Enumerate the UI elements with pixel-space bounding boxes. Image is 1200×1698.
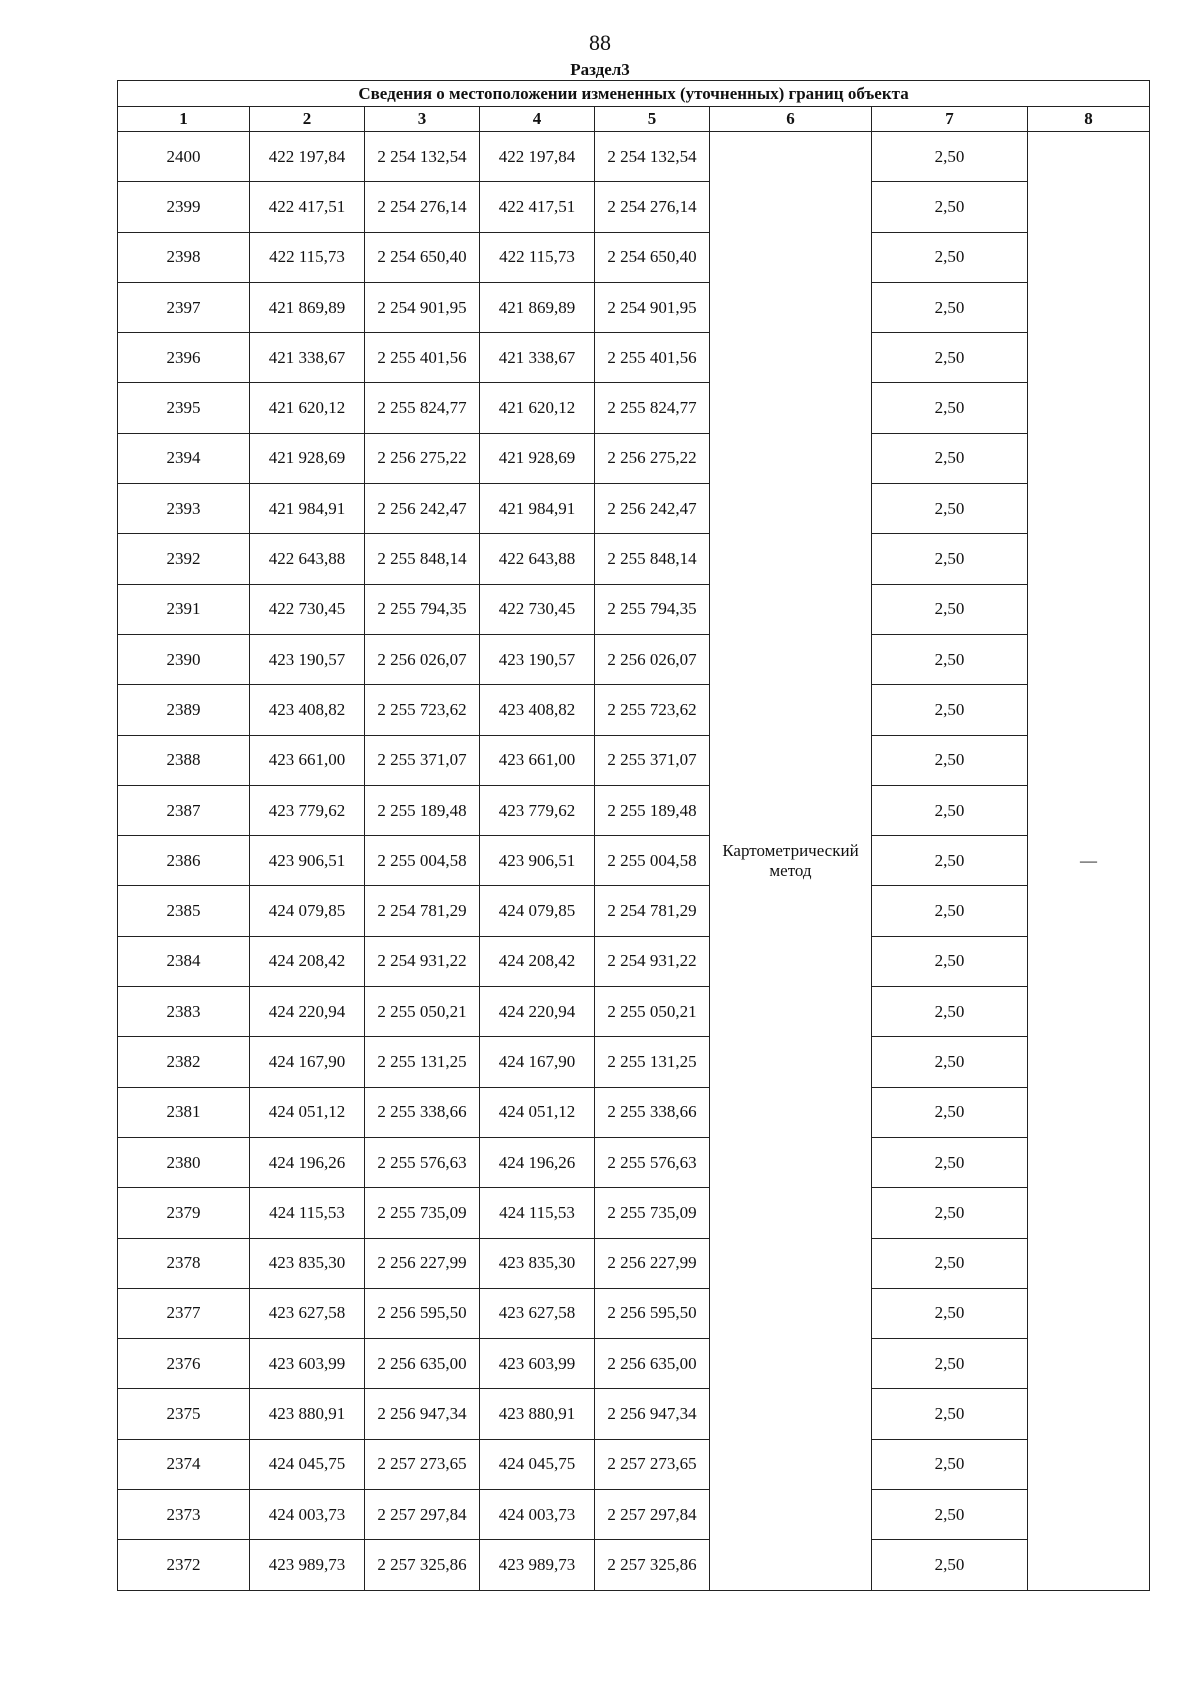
y-coordinate-cell: 2 256 635,00 [365,1339,480,1389]
x-coordinate-cell: 424 051,12 [250,1087,365,1137]
x-coordinate-cell: 422 115,73 [480,232,595,282]
x-coordinate-cell: 422 115,73 [250,232,365,282]
accuracy-cell: 2,50 [872,282,1028,332]
accuracy-cell: 2,50 [872,1339,1028,1389]
x-coordinate-cell: 422 643,88 [250,534,365,584]
point-number-cell: 2393 [118,484,250,534]
table-body [118,132,1150,1591]
accuracy-cell: 2,50 [872,333,1028,383]
x-coordinate-cell: 421 984,91 [480,484,595,534]
x-coordinate-cell: 424 045,75 [250,1439,365,1489]
column-number-header: 5 [595,107,710,132]
table-row [118,333,1150,383]
x-coordinate-cell: 424 079,85 [480,886,595,936]
accuracy-cell: 2,50 [872,182,1028,232]
x-coordinate-cell: 423 880,91 [480,1389,595,1439]
x-coordinate-cell: 423 880,91 [250,1389,365,1439]
x-coordinate-cell: 423 627,58 [480,1288,595,1338]
y-coordinate-cell: 2 254 650,40 [595,232,710,282]
x-coordinate-cell: 423 906,51 [250,836,365,886]
table-row [118,132,1150,182]
point-number-cell: 2381 [118,1087,250,1137]
y-coordinate-cell: 2 256 227,99 [595,1238,710,1288]
accuracy-cell: 2,50 [872,1490,1028,1540]
y-coordinate-cell: 2 255 050,21 [595,987,710,1037]
accuracy-cell: 2,50 [872,886,1028,936]
y-coordinate-cell: 2 256 947,34 [365,1389,480,1439]
table-row [118,1389,1150,1439]
x-coordinate-cell: 422 197,84 [480,132,595,182]
table-row [118,1037,1150,1087]
y-coordinate-cell: 2 255 848,14 [365,534,480,584]
column-number-header: 6 [710,107,872,132]
accuracy-cell: 2,50 [872,232,1028,282]
table-row [118,685,1150,735]
y-coordinate-cell: 2 255 794,35 [595,584,710,634]
boundary-coordinates-table [117,80,1150,1591]
accuracy-cell: 2,50 [872,534,1028,584]
x-coordinate-cell: 423 906,51 [480,836,595,886]
x-coordinate-cell: 422 730,45 [480,584,595,634]
column-number-header: 8 [1028,107,1150,132]
x-coordinate-cell: 424 208,42 [250,936,365,986]
x-coordinate-cell: 423 661,00 [250,735,365,785]
accuracy-cell: 2,50 [872,1037,1028,1087]
y-coordinate-cell: 2 254 931,22 [365,936,480,986]
y-coordinate-cell: 2 255 189,48 [365,785,480,835]
x-coordinate-cell: 421 869,89 [480,282,595,332]
x-coordinate-cell: 424 220,94 [480,987,595,1037]
table-row [118,232,1150,282]
table-row [118,182,1150,232]
x-coordinate-cell: 423 190,57 [250,634,365,684]
x-coordinate-cell: 424 196,26 [250,1137,365,1187]
accuracy-cell: 2,50 [872,1188,1028,1238]
point-number-cell: 2391 [118,584,250,634]
y-coordinate-cell: 2 255 004,58 [365,836,480,886]
table-row [118,1540,1150,1590]
y-coordinate-cell: 2 256 947,34 [595,1389,710,1439]
point-number-cell: 2396 [118,333,250,383]
point-number-cell: 2394 [118,433,250,483]
x-coordinate-cell: 421 338,67 [250,333,365,383]
y-coordinate-cell: 2 255 401,56 [595,333,710,383]
x-coordinate-cell: 423 408,82 [480,685,595,735]
accuracy-cell: 2,50 [872,1137,1028,1187]
column-number-header: 1 [118,107,250,132]
y-coordinate-cell: 2 256 275,22 [365,433,480,483]
x-coordinate-cell: 424 196,26 [480,1137,595,1187]
y-coordinate-cell: 2 255 371,07 [365,735,480,785]
y-coordinate-cell: 2 257 325,86 [365,1540,480,1590]
y-coordinate-cell: 2 254 276,14 [595,182,710,232]
table-row [118,836,1150,886]
x-coordinate-cell: 423 779,62 [480,785,595,835]
y-coordinate-cell: 2 255 723,62 [365,685,480,735]
y-coordinate-cell: 2 257 273,65 [365,1439,480,1489]
table-row [118,1439,1150,1489]
y-coordinate-cell: 2 257 325,86 [595,1540,710,1590]
accuracy-cell: 2,50 [872,132,1028,182]
y-coordinate-cell: 2 256 595,50 [365,1288,480,1338]
point-number-cell: 2377 [118,1288,250,1338]
x-coordinate-cell: 421 620,12 [250,383,365,433]
y-coordinate-cell: 2 255 338,66 [595,1087,710,1137]
accuracy-cell: 2,50 [872,1238,1028,1288]
point-number-cell: 2378 [118,1238,250,1288]
y-coordinate-cell: 2 255 371,07 [595,735,710,785]
point-number-cell: 2373 [118,1490,250,1540]
y-coordinate-cell: 2 257 297,84 [365,1490,480,1540]
x-coordinate-cell: 422 643,88 [480,534,595,584]
accuracy-cell: 2,50 [872,1389,1028,1439]
x-coordinate-cell: 423 779,62 [250,785,365,835]
y-coordinate-cell: 2 255 050,21 [365,987,480,1037]
y-coordinate-cell: 2 255 735,09 [595,1188,710,1238]
accuracy-cell: 2,50 [872,1288,1028,1338]
y-coordinate-cell: 2 256 026,07 [365,634,480,684]
y-coordinate-cell: 2 254 132,54 [365,132,480,182]
table-row [118,987,1150,1037]
point-number-cell: 2374 [118,1439,250,1489]
method-cell: Картометрический метод [710,132,872,1591]
table-row [118,936,1150,986]
x-coordinate-cell: 424 115,53 [480,1188,595,1238]
table-title: Сведения о местоположении измененных (уточненных) границ объекта [118,81,1150,107]
point-number-cell: 2387 [118,785,250,835]
x-coordinate-cell: 423 190,57 [480,634,595,684]
accuracy-cell: 2,50 [872,685,1028,735]
x-coordinate-cell: 421 984,91 [250,484,365,534]
accuracy-cell: 2,50 [872,1540,1028,1590]
x-coordinate-cell: 423 603,99 [480,1339,595,1389]
point-number-cell: 2397 [118,282,250,332]
x-coordinate-cell: 421 928,69 [480,433,595,483]
y-coordinate-cell: 2 255 824,77 [365,383,480,433]
x-coordinate-cell: 423 835,30 [480,1238,595,1288]
point-number-cell: 2389 [118,685,250,735]
y-coordinate-cell: 2 257 273,65 [595,1439,710,1489]
x-coordinate-cell: 424 167,90 [250,1037,365,1087]
x-coordinate-cell: 423 627,58 [250,1288,365,1338]
accuracy-cell: 2,50 [872,1087,1028,1137]
y-coordinate-cell: 2 257 297,84 [595,1490,710,1540]
table-row [118,433,1150,483]
point-number-cell: 2392 [118,534,250,584]
table-row [118,634,1150,684]
y-coordinate-cell: 2 256 227,99 [365,1238,480,1288]
y-coordinate-cell: 2 256 635,00 [595,1339,710,1389]
accuracy-cell: 2,50 [872,634,1028,684]
point-number-cell: 2379 [118,1188,250,1238]
table-row [118,1490,1150,1540]
y-coordinate-cell: 2 254 132,54 [595,132,710,182]
y-coordinate-cell: 2 256 275,22 [595,433,710,483]
x-coordinate-cell: 424 045,75 [480,1439,595,1489]
column-number-header: 4 [480,107,595,132]
column-8-cell: — [1028,132,1150,1591]
x-coordinate-cell: 423 989,73 [250,1540,365,1590]
y-coordinate-cell: 2 254 650,40 [365,232,480,282]
x-coordinate-cell: 423 835,30 [250,1238,365,1288]
point-number-cell: 2388 [118,735,250,785]
table-row [118,1137,1150,1187]
accuracy-cell: 2,50 [872,987,1028,1037]
table-row [118,484,1150,534]
y-coordinate-cell: 2 255 004,58 [595,836,710,886]
table-row [118,735,1150,785]
accuracy-cell: 2,50 [872,735,1028,785]
y-coordinate-cell: 2 256 242,47 [365,484,480,534]
y-coordinate-cell: 2 255 131,25 [595,1037,710,1087]
x-coordinate-cell: 422 730,45 [250,584,365,634]
x-coordinate-cell: 421 620,12 [480,383,595,433]
y-coordinate-cell: 2 255 848,14 [595,534,710,584]
y-coordinate-cell: 2 255 735,09 [365,1188,480,1238]
x-coordinate-cell: 422 417,51 [250,182,365,232]
accuracy-cell: 2,50 [872,433,1028,483]
accuracy-cell: 2,50 [872,836,1028,886]
y-coordinate-cell: 2 255 338,66 [365,1087,480,1137]
y-coordinate-cell: 2 255 824,77 [595,383,710,433]
table-row [118,785,1150,835]
x-coordinate-cell: 421 928,69 [250,433,365,483]
x-coordinate-cell: 422 417,51 [480,182,595,232]
point-number-cell: 2383 [118,987,250,1037]
y-coordinate-cell: 2 256 242,47 [595,484,710,534]
x-coordinate-cell: 421 869,89 [250,282,365,332]
section-title: Раздел3 [570,60,630,79]
point-number-cell: 2399 [118,182,250,232]
x-coordinate-cell: 423 989,73 [480,1540,595,1590]
point-number-cell: 2375 [118,1389,250,1439]
point-number-cell: 2372 [118,1540,250,1590]
y-coordinate-cell: 2 255 131,25 [365,1037,480,1087]
y-coordinate-cell: 2 254 781,29 [365,886,480,936]
x-coordinate-cell: 424 115,53 [250,1188,365,1238]
accuracy-cell: 2,50 [872,936,1028,986]
point-number-cell: 2382 [118,1037,250,1087]
y-coordinate-cell: 2 256 026,07 [595,634,710,684]
accuracy-cell: 2,50 [872,584,1028,634]
x-coordinate-cell: 422 197,84 [250,132,365,182]
x-coordinate-cell: 423 408,82 [250,685,365,735]
table-row [118,383,1150,433]
x-coordinate-cell: 423 603,99 [250,1339,365,1389]
y-coordinate-cell: 2 255 576,63 [595,1137,710,1187]
table-row [118,1288,1150,1338]
point-number-cell: 2380 [118,1137,250,1187]
y-coordinate-cell: 2 254 781,29 [595,886,710,936]
y-coordinate-cell: 2 254 901,95 [595,282,710,332]
y-coordinate-cell: 2 255 723,62 [595,685,710,735]
x-coordinate-cell: 424 079,85 [250,886,365,936]
table-row [118,1087,1150,1137]
x-coordinate-cell: 424 051,12 [480,1087,595,1137]
table-row [118,1339,1150,1389]
page-number: 88 [589,30,611,55]
y-coordinate-cell: 2 255 189,48 [595,785,710,835]
x-coordinate-cell: 424 003,73 [250,1490,365,1540]
table-row [118,282,1150,332]
y-coordinate-cell: 2 255 401,56 [365,333,480,383]
x-coordinate-cell: 423 661,00 [480,735,595,785]
y-coordinate-cell: 2 255 576,63 [365,1137,480,1187]
table-row [118,1188,1150,1238]
y-coordinate-cell: 2 255 794,35 [365,584,480,634]
table-row [118,886,1150,936]
point-number-cell: 2398 [118,232,250,282]
x-coordinate-cell: 424 208,42 [480,936,595,986]
point-number-cell: 2376 [118,1339,250,1389]
point-number-cell: 2385 [118,886,250,936]
point-number-cell: 2386 [118,836,250,886]
x-coordinate-cell: 424 167,90 [480,1037,595,1087]
accuracy-cell: 2,50 [872,1439,1028,1489]
y-coordinate-cell: 2 254 901,95 [365,282,480,332]
accuracy-cell: 2,50 [872,484,1028,534]
y-coordinate-cell: 2 256 595,50 [595,1288,710,1338]
x-coordinate-cell: 421 338,67 [480,333,595,383]
y-coordinate-cell: 2 254 931,22 [595,936,710,986]
point-number-cell: 2400 [118,132,250,182]
accuracy-cell: 2,50 [872,785,1028,835]
point-number-cell: 2384 [118,936,250,986]
table-row [118,1238,1150,1288]
point-number-cell: 2395 [118,383,250,433]
x-coordinate-cell: 424 003,73 [480,1490,595,1540]
point-number-cell: 2390 [118,634,250,684]
table-row [118,584,1150,634]
y-coordinate-cell: 2 254 276,14 [365,182,480,232]
column-number-header: 3 [365,107,480,132]
column-number-header: 2 [250,107,365,132]
accuracy-cell: 2,50 [872,383,1028,433]
column-number-header: 7 [872,107,1028,132]
table-row [118,534,1150,584]
x-coordinate-cell: 424 220,94 [250,987,365,1037]
